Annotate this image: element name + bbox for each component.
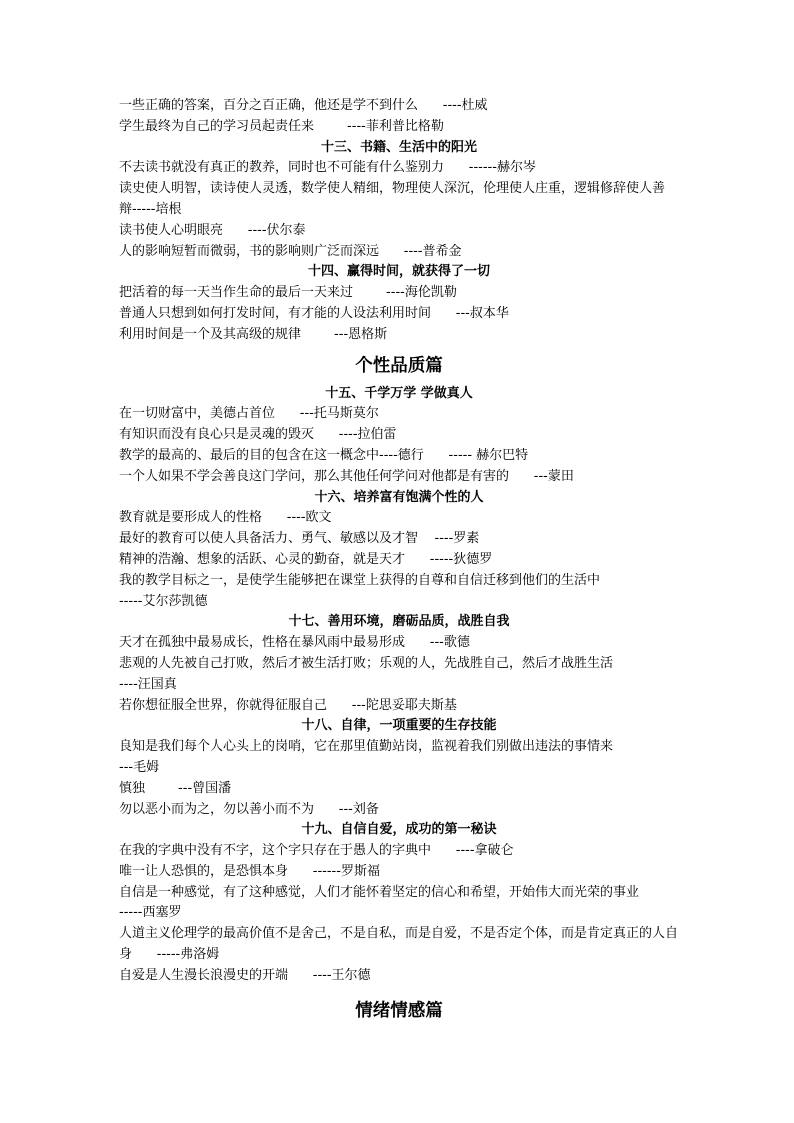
section-heading: 十三、书籍、生活中的阳光 xyxy=(320,139,477,155)
quote-line: 若你想征服全世界，你就得征服自己 ---陀思妥耶夫斯基 xyxy=(119,697,457,713)
section-heading: 十六、培养富有饱满个性的人 xyxy=(314,489,484,505)
quote-line: 我的教学目标之一，是使学生能够把在课堂上获得的自尊和自信迁移到他们的生活中 xyxy=(119,572,601,588)
quote-line: 一个人如果不学会善良这门学问，那么其他任何学问对他都是有害的 ---蒙田 xyxy=(119,468,574,484)
quote-line: 一些正确的答案，百分之百正确，他还是学不到什么 ----杜威 xyxy=(119,98,488,113)
quote-line: 最好的教育可以使人具备活力、勇气、敏感以及才智 ----罗素 xyxy=(119,531,480,547)
quote-line: ----汪国真 xyxy=(119,676,177,692)
quote-line: 利用时间是一个及其高级的规律 ---恩格斯 xyxy=(119,326,388,342)
section-heading: 十八、自律，一项重要的生存技能 xyxy=(301,718,497,734)
section-heading: 十九、自信自爱，成功的第一秘诀 xyxy=(301,822,497,838)
quote-line: 学生最终为自己的学习员起责任来 ----菲利普比格勒 xyxy=(119,118,444,134)
quote-line: 有知识而没有良心只是灵魂的毁灭 ----拉伯雷 xyxy=(119,427,397,443)
part-title: 个性品质篇 xyxy=(355,355,443,376)
quote-line: 在我的字典中没有不字，这个字只存在于愚人的字典中 ----拿破仑 xyxy=(119,843,514,859)
quote-line: 读书使人心明眼亮 ----伏尔泰 xyxy=(119,222,306,238)
quote-line: 良知是我们每个人心头上的岗哨，它在那里值勤站岗，监视着我们别做出违法的事情来 xyxy=(119,739,614,755)
part-title: 情绪情感篇 xyxy=(355,1000,443,1021)
quote-line: 勿以恶小而为之，勿以善小而不为 ---刘备 xyxy=(119,801,379,817)
quote-line: 慎独 ---曾国潘 xyxy=(119,780,232,796)
quote-line: 唯一让人恐惧的，是恐惧本身 ------罗斯福 xyxy=(119,863,380,879)
document-page xyxy=(119,96,679,1029)
quote-line: 人的影响短暂而微弱，书的影响则广泛而深远 ----普希金 xyxy=(119,243,462,259)
section-heading: 十五、千学万学 学做真人 xyxy=(325,385,473,401)
section-heading: 十四、赢得时间，就获得了一切 xyxy=(307,264,490,280)
quote-line: 天才在孤独中最易成长，性格在暴风雨中最易形成 ---歌德 xyxy=(119,635,470,651)
quote-line: 人道主义伦理学的最高价值不是舍己，不是自私，而是自爱，不是否定个体，而是肯定真正的人自身 -----弗洛姆 xyxy=(119,926,679,963)
quote-line: 自爱是人生漫长浪漫史的开端 ----王尔德 xyxy=(119,967,371,983)
quote-line: -----西塞罗 xyxy=(119,905,182,921)
quote-line: 普通人只想到如何打发时间，有才能的人设法利用时间 ---叔本华 xyxy=(119,305,509,321)
quote-line: 自信是一种感觉，有了这种感觉，人们才能怀着坚定的信心和希望，开始伟大而光荣的事业 xyxy=(119,884,640,900)
section-heading: 十七、善用环境，磨砺品质，战胜自我 xyxy=(288,614,510,630)
quote-line: -----艾尔莎凯德 xyxy=(119,593,208,609)
quote-line: ---毛姆 xyxy=(119,759,160,775)
quote-line: 教育就是要形成人的性格 ----欧文 xyxy=(119,510,332,526)
quote-line: 把活着的每一天当作生命的最后一天来过 ----海伦凯勒 xyxy=(119,285,457,301)
quote-line: 教学的最高的、最后的目的包含在这一概念中----德行 ----- 赫尔巴特 xyxy=(119,447,529,463)
quote-line: 不去读书就没有真正的教养，同时也不可能有什么鉴别力 ------赫尔岑 xyxy=(119,160,536,176)
quote-line: 读史使人明智，读诗使人灵透，数学使人精细，物理使人深沉，伦理使人庄重，逻辑修辞使人善辩-----培根 xyxy=(119,181,666,217)
quote-line: 在一切财富中，美德占首位 ---托马斯莫尔 xyxy=(119,406,379,422)
quote-line: 精神的浩瀚、想象的活跃、心灵的勤奋，就是天才 -----狄德罗 xyxy=(119,551,493,567)
quote-line: 悲观的人先被自己打败，然后才被生活打败；乐观的人，先战胜自己，然后才战胜生活 xyxy=(119,655,614,671)
